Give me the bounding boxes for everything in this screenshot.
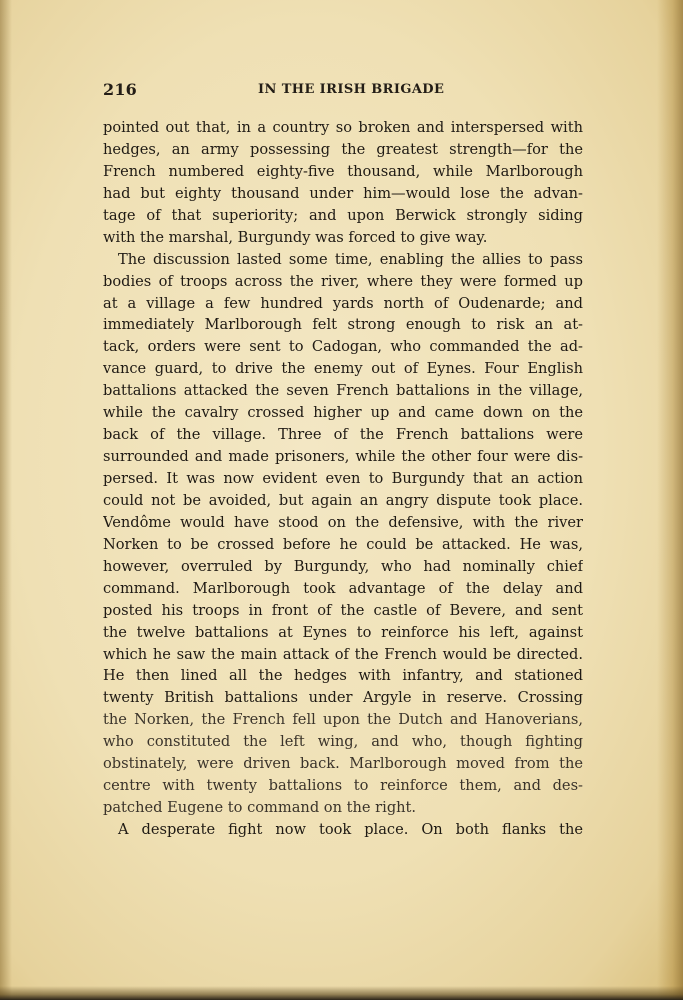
text-line: Norken to be crossed before he could be attacked. He was,	[103, 535, 583, 553]
text-line: tack, orders were sent to Cadogan, who commanded the ad-	[103, 338, 583, 356]
text-line: twenty British battalions under Argyle in reserve. Crossing	[103, 689, 583, 707]
body-text	[103, 117, 583, 841]
text-line: battalions attacked the seven French battalions in the village,	[103, 382, 583, 400]
text-line: He then lined all the hedges with infantry, and stationed	[103, 667, 583, 685]
text-line: The discussion lasted some time, enabling the allies to pass	[118, 250, 583, 268]
text-line: vance guard, to drive the enemy out of Eynes. Four English	[103, 360, 583, 378]
text-line: who constituted the left wing, and who, though fighting	[103, 733, 583, 751]
page-right-shadow	[657, 0, 683, 1000]
text-line: back of the village. Three of the French battalions were	[103, 426, 583, 444]
text-line: the twelve battalions at Eynes to reinforce his left, against	[103, 623, 583, 641]
text-line: bodies of troops across the river, where they were formed up	[103, 272, 583, 290]
text-line: tage of that superiority; and upon Berwick strongly siding	[103, 206, 583, 224]
text-line: the Norken, the French fell upon the Dutch and Hanoverians,	[103, 711, 583, 729]
page-number: 216	[103, 80, 137, 99]
text-line: at a village a few hundred yards north of Oudenarde; and	[103, 294, 583, 312]
text-line: while the cavalry crossed higher up and came down on the	[103, 404, 583, 422]
text-line: command. Marlborough took advantage of the delay and	[103, 579, 583, 597]
text-line: hedges, an army possessing the greatest strength—for the	[103, 140, 583, 158]
text-line: patched Eugene to command on the right.	[103, 799, 417, 817]
text-line: had but eighty thousand under him—would lose the advan-	[103, 184, 583, 202]
text-line: French numbered eighty-five thousand, while Marlborough	[103, 162, 583, 180]
text-line: could not be avoided, but again an angry dispute took place.	[103, 491, 583, 509]
text-line: A desperate fight now took place. On both flanks the	[118, 821, 583, 838]
text-line: which he saw the main attack of the French would be directed.	[103, 645, 583, 663]
text-line: however, overruled by Burgundy, who had nominally chief	[103, 557, 583, 575]
running-head: IN THE IRISH BRIGADE	[258, 82, 445, 97]
text-line: surrounded and made prisoners, while the other four were dis-	[103, 448, 583, 466]
page-bottom-edge	[0, 986, 683, 1000]
page-header	[103, 80, 583, 100]
page-left-shadow	[0, 0, 12, 1000]
text-line: pointed out that, in a country so broken and interspersed with	[103, 119, 583, 136]
text-line: immediately Marlborough felt strong enough to risk an at-	[103, 316, 583, 334]
text-line: with the marshal, Burgundy was forced to give way.	[103, 228, 488, 246]
text-line: obstinately, were driven back. Marlborough moved from the	[103, 755, 583, 773]
text-line: persed. It was now evident even to Burgundy that an action	[103, 470, 583, 487]
text-line: posted his troops in front of the castle of Bevere, and sent	[103, 601, 583, 619]
text-line: Vendôme would have stood on the defensive, with the river	[103, 513, 583, 531]
text-line: centre with twenty battalions to reinforce them, and des-	[103, 777, 583, 795]
